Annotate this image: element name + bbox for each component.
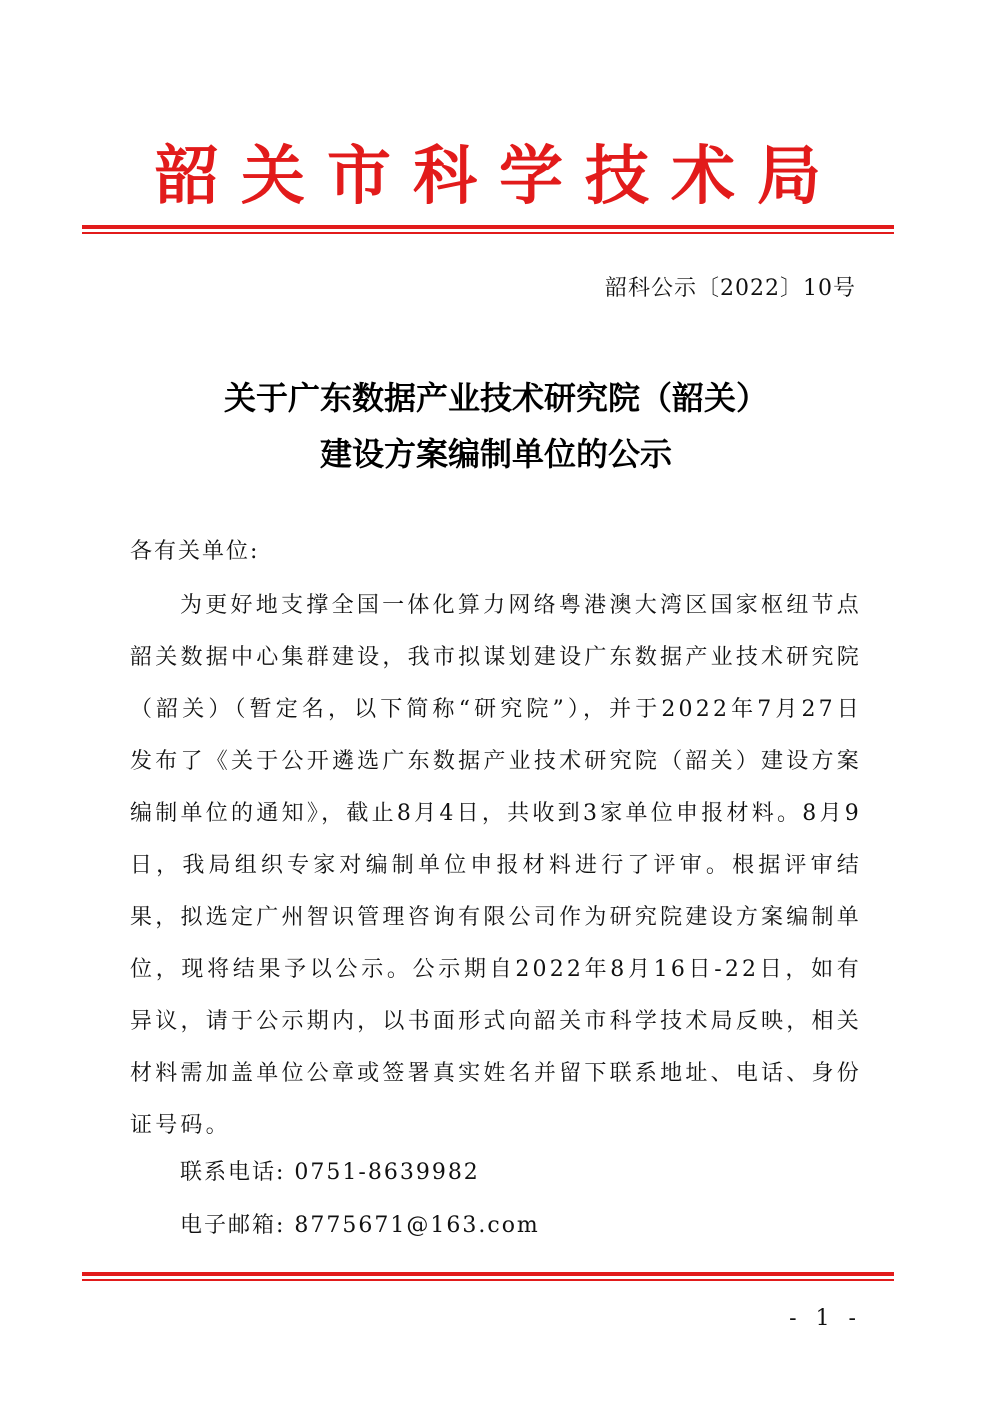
- letterhead-red-rule: [82, 225, 894, 234]
- page-number: - 1 -: [789, 1306, 862, 1331]
- body-paragraph: 为更好地支撑全国一体化算力网络粤港澳大湾区国家枢纽节点韶关数据中心集群建设，我市拟谋划建设广东数据产业技术研究院（韶关）（暂定名，以下简称“研究院”），并于2022年7月27日发布了《关于公开遴选广东数据产业技术研究院（韶关）建设方案编制单位的通知》，截止8月4日，共收到3家单位申报材料。8月9日，我局组织专家对编制单位申报材料进行了评审。根据评审结果，拟选定广州智识管理咨询有限公司作为研究院建设方案编制单位，现将结果予以公示。公示期自2022年8月16日-22日，如有异议，请于公示期内，以书面形式向韶关市科学技术局反映，相关材料需加盖单位公章或签署真实姓名并留下联系地址、电话、身份证号码。: [130, 593, 862, 1138]
- footer-red-rule: [82, 1272, 894, 1281]
- letterhead-org-name: 韶关市科学技术局: [155, 139, 843, 214]
- document-title-line-2: 建设方案编制单位的公示: [319, 435, 672, 473]
- salutation: 各有关单位:: [130, 539, 260, 564]
- contact-phone: 联系电话: 0751-8639982: [180, 1160, 480, 1185]
- document-number: 韶科公示〔2022〕10号: [605, 276, 856, 301]
- contact-email: 电子邮箱: 8775671@163.com: [180, 1213, 540, 1238]
- document-title: [82, 370, 910, 482]
- document-title-line-1: 关于广东数据产业技术研究院（韶关）: [223, 379, 768, 417]
